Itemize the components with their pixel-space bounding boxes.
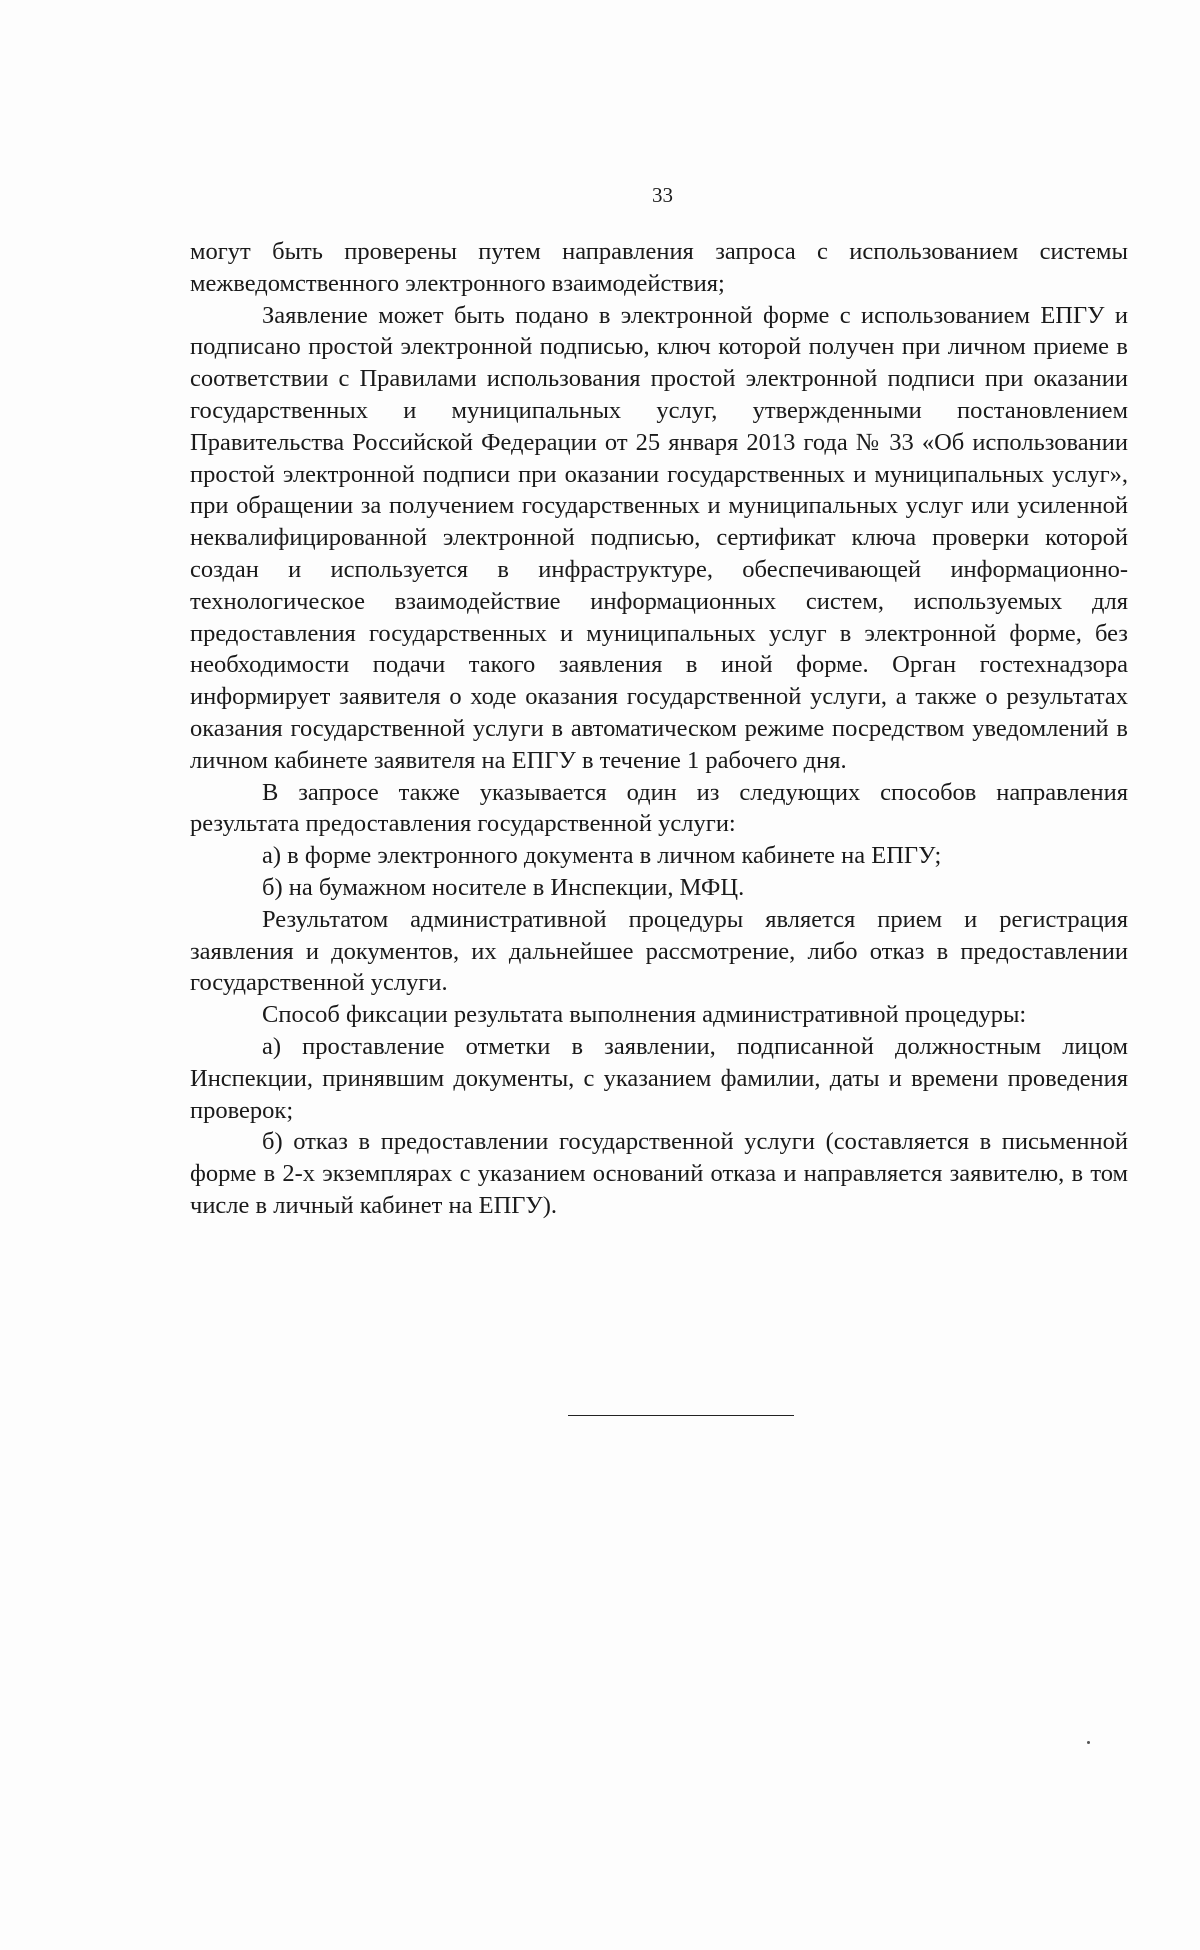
list-item-refusal: б) отказ в предоставлении государственной услуги (составляется в письменной форме в 2-х экземплярах с указанием оснований отказа и направляется заявителю, в том числе в личный кабинет на ЕПГУ). [190,1128,1128,1219]
list-item-paper-document: б) на бумажном носителе в Инспекции, МФЦ. [262,873,745,901]
list-item-mark-on-application: а) проставление отметки в заявлении, подписанной должностным лицом Инспекции, принявшим документы, с указанием фамилии, даты и времени проведения проверок; [190,1032,1128,1124]
page-number: 33 [652,183,673,207]
paragraph-result-delivery-methods: В запросе также указывается один из следующих способов направления результата предоставления государственной услуги: [190,778,1128,838]
paragraph-electronic-application: Заявление может быть подано в электронной форме с использованием ЕПГУ и подписано простой электронной подписью, ключ которой получен при личном приеме в соответствии с Правилами использования простой электронной подписи при оказании государственных и муниципальных услуг, утвержденными постановлением Правительства Российской Федерации от 25 января 2013 года № 33 «Об использовании простой электронной подписи при оказании государственных и муниципальных услуг», при обращении за получением государственных и муниципальных услуг или усиленной неквалифицированной электронной подписью, сертификат ключа проверки которой создан и используется в инфраструктуре, обеспечивающей информационно-технологическое взаимодействие информационных систем, используемых для предоставления государственных и муниципальных услуг в электронной форме, без необходимости подачи такого заявления в иной форме. Орган гостехнадзора информирует заявителя о ходе оказания государственной услуги, а также о результатах оказания государственной услуги в автоматическом режиме посредством уведомлений в личном кабинете заявителя на ЕПГУ в течение 1 рабочего дня. [190,301,1128,774]
end-divider [568,1415,794,1416]
paragraph-continuation: могут быть проверены путем направления запроса с использованием системы межведомственного электронного взаимодействия; [190,238,1128,297]
paragraph-procedure-result: Результатом административной процедуры является прием и регистрация заявления и документов, их дальнейшее рассмотрение, либо отказ в предоставлении государственной услуги. [190,905,1128,997]
scan-speck [1087,1741,1090,1744]
body-text [190,236,1128,1222]
list-item-electronic-document: а) в форме электронного документа в личном кабинете на ЕПГУ; [262,842,942,870]
paragraph-result-fixation: Способ фиксации результата выполнения административной процедуры: [262,1001,1027,1029]
